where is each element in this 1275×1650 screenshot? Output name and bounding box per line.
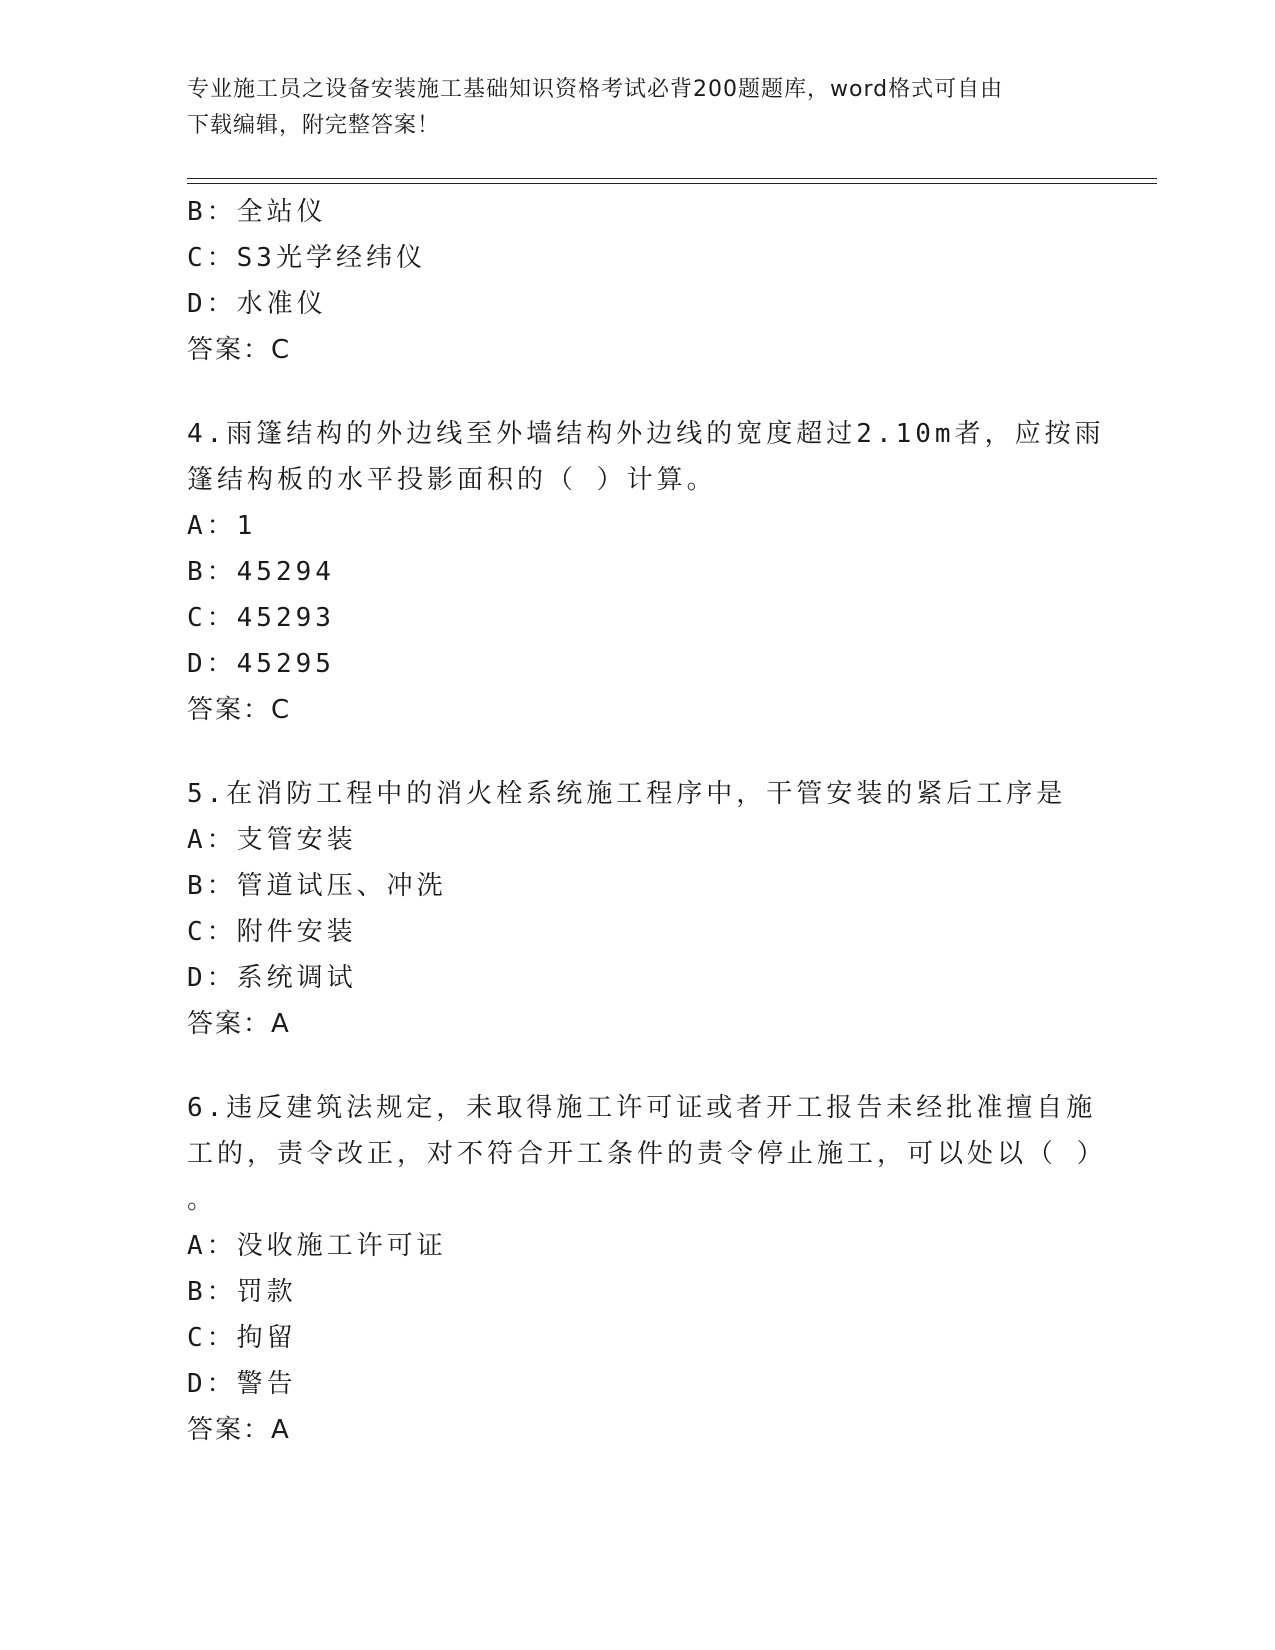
header-line-1: 专业施工员之设备安装施工基础知识资格考试必背200题题库，word格式可自由 (187, 77, 1004, 102)
q4-answer: 答案：C (187, 695, 292, 725)
q6-text-line-3: 。 (187, 1185, 214, 1215)
q4-option-d: D：45295 (187, 649, 335, 679)
q6-option-c: C：拘留 (187, 1323, 297, 1353)
question-3 (187, 189, 1087, 373)
q5-option-a: A：支管安装 (187, 825, 357, 855)
q5-text-line-1: 5.在消防工程中的消火栓系统施工程序中，干管安装的紧后工序是 (187, 779, 1067, 809)
question-6 (187, 1085, 1107, 1453)
q6-option-a: A：没收施工许可证 (187, 1231, 447, 1261)
q6-text-line-2: 工的，责令改正，对不符合开工条件的责令停止施工，可以处以（ ） (187, 1139, 1107, 1169)
q5-answer: 答案：A (187, 1009, 291, 1039)
q4-option-a: A：1 (187, 511, 257, 541)
question-content (187, 189, 1107, 1453)
q4-option-c: C：45293 (187, 603, 335, 633)
header-rule-top (187, 178, 1157, 179)
q3-answer: 答案：C (187, 335, 292, 365)
header-line-2: 下载编辑，附完整答案！ (187, 113, 441, 138)
q5-option-d: D：系统调试 (187, 963, 357, 993)
question-5 (187, 771, 1087, 1047)
q6-option-d: D：警告 (187, 1369, 297, 1399)
q3-option-d: D：水准仪 (187, 289, 327, 319)
q6-answer: 答案：A (187, 1415, 291, 1445)
spacer (187, 373, 1087, 411)
q4-text-line-1: 4.雨篷结构的外边线至外墙结构外边线的宽度超过2.10m者，应按雨 (187, 419, 1105, 449)
q3-option-b: B：全站仪 (187, 197, 327, 227)
spacer (187, 1047, 1087, 1085)
spacer (187, 733, 1087, 771)
q6-text-line-1: 6.违反建筑法规定，未取得施工许可证或者开工报告未经批准擅自施 (187, 1093, 1097, 1123)
header-rule-bottom (187, 183, 1157, 184)
q4-text-line-2: 篷结构板的水平投影面积的（ ）计算。 (187, 465, 717, 495)
q4-option-b: B：45294 (187, 557, 335, 587)
q3-option-c: C：S3光学经纬仪 (187, 243, 426, 273)
page-header (187, 72, 1087, 144)
q5-option-b: B：管道试压、冲洗 (187, 871, 447, 901)
question-4 (187, 411, 1105, 733)
q6-option-b: B：罚款 (187, 1277, 297, 1307)
q5-option-c: C：附件安装 (187, 917, 357, 947)
